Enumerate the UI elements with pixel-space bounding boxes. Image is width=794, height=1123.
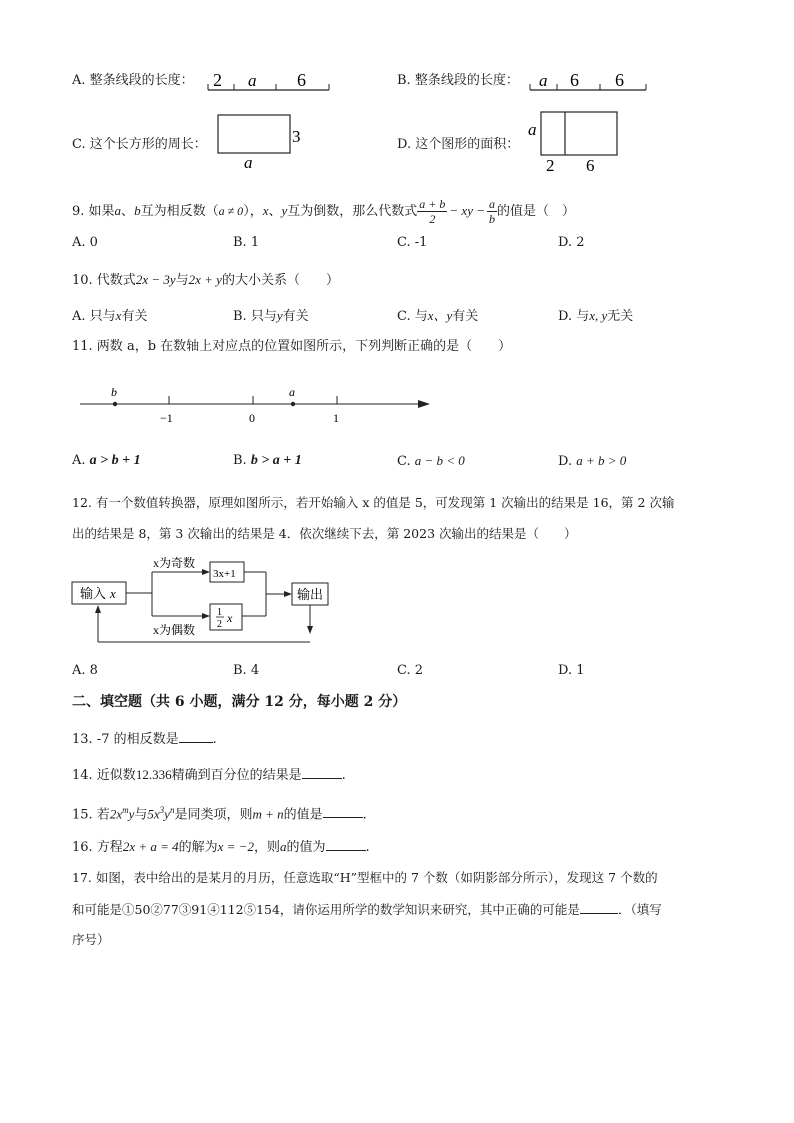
q9-var-b: b	[134, 203, 141, 218]
q9-suffix: 的值是（ ）	[497, 204, 576, 219]
q11-d-expr: a + b > 0	[576, 453, 627, 468]
q13-end: .	[212, 732, 217, 747]
question-11: 11. 两数 a，b 在数轴上对应点的位置如图所示，下列判断正确的是（ ）	[72, 339, 512, 354]
q10-expr2: 2x + y	[188, 272, 222, 287]
q9-option-b: B. 1	[233, 235, 260, 250]
q8-rect-c-side: 3	[292, 127, 301, 146]
q15-answer-blank[interactable]	[323, 804, 363, 818]
question-17-line-3: 序号）	[72, 932, 110, 947]
q10-a-suffix: 有关	[121, 309, 148, 324]
q9-fraction-1	[417, 197, 447, 226]
q14-answer-blank[interactable]	[302, 765, 342, 779]
question-16	[72, 837, 370, 857]
q8-seg-b-1: a	[539, 71, 548, 90]
q15-prefix: 15. 若	[72, 807, 110, 823]
q11-option-c	[397, 452, 465, 471]
q14-end: .	[341, 768, 346, 783]
q8-option-b	[397, 72, 519, 90]
section-2-heading: 二、填空题（共 6 小题，满分 12 分，每小题 2 分）	[72, 694, 407, 710]
q8-segment-a	[205, 66, 335, 96]
q9-option-d: D. 2	[558, 235, 585, 250]
q11-d-prefix: D.	[558, 454, 573, 469]
q11-point-a	[291, 402, 295, 406]
q12-odd-label: x为奇数	[153, 556, 196, 570]
q9-option-c: C. -1	[397, 235, 428, 250]
q8-option-a-label: A. 整条线段的长度：	[72, 73, 194, 88]
q12-input-label: 输入	[80, 586, 107, 601]
q8-option-b-label: B. 整条线段的长度：	[397, 73, 519, 88]
q9-prefix: 9. 如果	[72, 204, 115, 219]
q10-option-c	[397, 307, 478, 326]
question-14	[72, 765, 346, 785]
q10-c-suffix: 有关	[452, 309, 479, 324]
question-12-line-2: 出的结果是 8，第 3 次输出的结果是 4．依次继续下去，第 2023 次输出的结果是（ ）	[72, 526, 577, 541]
q16-suffix1: ，则	[253, 840, 280, 855]
q15-term2-exp2: n	[169, 805, 175, 815]
question-17-line-1: 17. 如图，表中给出的是某月的月历，任意选取“H”型框中的 7 个数（如阴影部分所示），发现这 7 个数的	[72, 870, 658, 885]
q9-sep1: 、	[121, 204, 135, 219]
q8-option-c-label: C. 这个长方形的周长：	[72, 137, 207, 152]
q9-var-y: y	[281, 203, 288, 218]
q16-solution: x = −2	[217, 839, 254, 854]
q12-output-label: 输出	[297, 587, 324, 602]
q15-term1-y: y	[128, 806, 135, 822]
q11-point-b	[113, 402, 117, 406]
q9-sep2: 、	[268, 204, 282, 219]
q12-option-b: B. 4	[233, 663, 260, 678]
q10-b-var: y	[276, 308, 283, 323]
q9-condition: a ≠ 0	[218, 204, 244, 218]
q11-label-b: b	[111, 385, 117, 399]
q15-suffix1: 是同类项，则	[174, 807, 253, 823]
q14-prefix: 14. 近似数	[72, 768, 136, 783]
q12-input-var: x	[110, 586, 116, 601]
q8-seg-a-1: 2	[213, 70, 222, 90]
q17-line2-end: ．（填写	[617, 902, 662, 917]
q11-a-expr: a > b + 1	[89, 453, 141, 468]
q8-option-c	[72, 136, 207, 154]
q10-b-prefix: B. 只与	[233, 309, 277, 324]
q8-fig-d-bottom-1: 2	[546, 156, 555, 174]
q15-suffix2: 的值是	[283, 807, 323, 823]
q9-option-a: A. 0	[72, 235, 98, 250]
q15-end: .	[362, 807, 367, 823]
q8-rectangle-c	[212, 110, 312, 172]
q13-answer-blank[interactable]	[179, 729, 213, 743]
q10-option-b	[233, 307, 309, 326]
question-15	[72, 801, 367, 824]
q8-option-d-label: D. 这个图形的面积：	[397, 137, 520, 152]
q15-term2: 5x	[147, 806, 160, 822]
q12-loop-arrow-icon	[95, 605, 101, 613]
q16-mid: 的解为	[178, 840, 218, 855]
q8-seg-a-3: 6	[297, 70, 306, 90]
q12-option-d: D. 1	[558, 663, 585, 678]
q9-mid2: ），	[243, 204, 263, 219]
q15-term2-y: y	[164, 806, 170, 822]
q8-figure-d	[524, 108, 624, 174]
q12-op-odd: 3x+1	[213, 568, 236, 580]
q12-option-a: A. 8	[72, 663, 98, 678]
q11-option-d	[558, 452, 626, 471]
q9-minus-xy: − xy −	[449, 203, 485, 218]
q11-tick-neg1: −1	[160, 411, 173, 425]
q16-var: a	[280, 839, 287, 854]
q11-c-prefix: C.	[397, 454, 411, 469]
q11-option-b	[233, 452, 302, 470]
q15-term1: 2x	[109, 806, 123, 822]
q9-mid3: 互为倒数，那么代数式	[287, 204, 418, 219]
q10-a-var: x	[115, 308, 122, 323]
q11-option-a	[72, 452, 141, 470]
q8-fig-d-bottom-2: 6	[586, 156, 595, 174]
q12-even-label: x为偶数	[153, 623, 196, 637]
q11-axis-arrow-icon	[418, 400, 430, 408]
q10-c-var: x、y	[427, 308, 453, 323]
q8-option-d	[397, 136, 519, 154]
q11-c-expr: a − b < 0	[414, 453, 465, 468]
q10-option-a	[72, 307, 147, 326]
q8-seg-b-2: 6	[570, 70, 579, 90]
q16-answer-blank[interactable]	[326, 837, 366, 851]
q10-suffix: 的大小关系（ ）	[221, 273, 339, 288]
q8-option-a	[72, 72, 194, 90]
q10-prefix: 10. 代数式	[72, 273, 136, 288]
q10-mid: 与	[175, 273, 189, 288]
q12-op-even-den: 2	[217, 619, 222, 630]
q10-expr1: 2x − 3y	[135, 272, 176, 287]
q11-number-line	[78, 382, 438, 428]
q9-mid1: 互为相反数	[140, 204, 206, 219]
q9-frac2-num: a	[489, 197, 495, 211]
q9-var-a: a	[114, 203, 122, 218]
q15-mid: 与	[134, 807, 148, 823]
q8-seg-a-2: a	[248, 71, 257, 90]
q11-a-prefix: A.	[72, 453, 86, 468]
q9-frac2-den: b	[489, 212, 495, 226]
q10-d-var: x, y	[589, 308, 608, 323]
q11-b-expr: b > a + 1	[250, 453, 302, 468]
q10-option-d	[558, 307, 633, 326]
q15-term2-exp: 3	[159, 805, 165, 815]
q10-c-prefix: C. 与	[397, 309, 428, 324]
q9-frac1-den: 2	[429, 212, 436, 226]
q13-text: 13. -7 的相反数是	[72, 732, 179, 747]
q8-segment-b	[527, 66, 652, 96]
q10-d-prefix: D. 与	[558, 309, 590, 324]
q10-a-prefix: A. 只与	[72, 309, 116, 324]
q12-converter-diagram	[68, 552, 348, 648]
q8-fig-d-side: a	[528, 120, 537, 139]
question-9	[72, 196, 575, 227]
q12-op-even-var: x	[227, 611, 233, 625]
q9-paren: （	[205, 204, 219, 219]
q11-label-a: a	[289, 385, 295, 399]
question-10	[72, 271, 339, 290]
q16-end: .	[365, 840, 370, 855]
q12-op-even-num: 1	[217, 607, 222, 618]
q16-suffix2: 的值为	[286, 840, 326, 855]
q16-equation: 2x + a = 4	[122, 839, 179, 854]
q17-answer-blank[interactable]	[580, 900, 618, 914]
q9-fraction-2	[487, 197, 497, 226]
q11-tick-1: 1	[333, 411, 339, 425]
question-13	[72, 729, 217, 749]
q15-term1-exp: m	[122, 805, 129, 815]
q8-rect-c-bottom: a	[244, 153, 253, 172]
q16-prefix: 16. 方程	[72, 840, 123, 855]
q9-frac1-num: a + b	[419, 197, 446, 211]
q15-expr: m + n	[252, 806, 284, 822]
q10-b-suffix: 有关	[282, 309, 309, 324]
q8-seg-b-3: 6	[615, 70, 624, 90]
q14-suffix: 精确到百分位的结果是	[171, 768, 302, 783]
q11-b-prefix: B.	[233, 453, 247, 468]
q11-tick-0: 0	[249, 411, 255, 425]
q9-var-x: x	[262, 203, 269, 218]
question-12-line-1: 12. 有一个数值转换器，原理如图所示，若开始输入 x 的值是 5，可发现第 1 次输出的结果是 16，第 2 次输	[72, 495, 675, 510]
question-17-line-2	[72, 900, 662, 919]
q12-option-c: C. 2	[397, 663, 424, 678]
q10-d-suffix: 无关	[607, 309, 634, 324]
q14-number: 12.336	[135, 767, 172, 782]
q17-line2-text: 和可能是①50②77③91④112⑤154，请你运用所学的数学知识来研究，其中正确的可能是	[72, 902, 580, 917]
